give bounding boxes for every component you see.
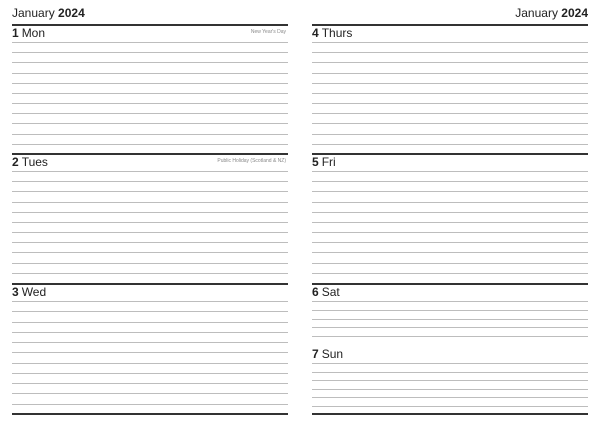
writing-line <box>12 144 288 145</box>
writing-line <box>12 332 288 333</box>
day-divider <box>312 153 588 155</box>
writing-line <box>12 373 288 374</box>
writing-line <box>312 62 588 63</box>
day-name: Thurs <box>321 26 353 40</box>
writing-line <box>12 212 288 213</box>
day-block-sun <box>312 345 588 414</box>
writing-line <box>312 263 588 264</box>
day-label <box>312 285 340 299</box>
writing-line <box>12 123 288 124</box>
holiday-note: New Year's Day <box>250 29 286 35</box>
day-label <box>12 155 48 169</box>
writing-line <box>12 113 288 114</box>
writing-line <box>312 212 588 213</box>
day-divider <box>312 283 588 285</box>
day-name: Sat <box>321 285 340 299</box>
day-block-mon <box>12 24 288 154</box>
page-bottom-rule <box>312 413 588 415</box>
writing-line <box>312 363 588 364</box>
day-name: Wed <box>21 285 47 299</box>
writing-line <box>12 404 288 405</box>
page-bottom-rule <box>12 413 288 415</box>
writing-line <box>312 123 588 124</box>
writing-line <box>12 322 288 323</box>
header-year: 2024 <box>561 6 588 20</box>
writing-line <box>312 191 588 192</box>
writing-line <box>12 62 288 63</box>
writing-line <box>312 397 588 398</box>
writing-line <box>312 327 588 328</box>
day-divider <box>12 153 288 155</box>
holiday-note: Public Holiday (Scotland & NZ) <box>217 158 286 164</box>
writing-line <box>12 232 288 233</box>
day-number: 1 <box>12 26 19 40</box>
writing-line <box>312 171 588 172</box>
day-name: Mon <box>21 26 46 40</box>
writing-line <box>12 222 288 223</box>
writing-line <box>12 263 288 264</box>
writing-line <box>312 319 588 320</box>
day-block-sat <box>312 283 588 345</box>
header-month: January <box>12 6 55 20</box>
day-name: Sun <box>321 347 344 361</box>
day-label <box>312 347 343 361</box>
writing-line <box>12 134 288 135</box>
writing-line <box>12 273 288 274</box>
writing-line <box>12 242 288 243</box>
day-number: 4 <box>312 26 319 40</box>
writing-line <box>312 52 588 53</box>
writing-line <box>12 252 288 253</box>
writing-line <box>312 372 588 373</box>
day-name: Tues <box>21 155 48 169</box>
writing-line <box>12 311 288 312</box>
writing-line <box>12 301 288 302</box>
day-block-wed <box>12 283 288 414</box>
writing-line <box>312 301 588 302</box>
writing-line <box>12 93 288 94</box>
writing-line <box>12 383 288 384</box>
writing-line <box>312 113 588 114</box>
writing-line <box>312 242 588 243</box>
day-block-fri <box>312 153 588 283</box>
writing-line <box>312 273 588 274</box>
writing-line <box>12 42 288 43</box>
day-number: 3 <box>12 285 19 299</box>
writing-line <box>12 393 288 394</box>
writing-line <box>12 52 288 53</box>
day-divider <box>12 24 288 26</box>
writing-line <box>12 363 288 364</box>
day-name: Fri <box>321 155 336 169</box>
writing-line <box>12 191 288 192</box>
writing-line <box>12 83 288 84</box>
day-block-tues <box>12 153 288 283</box>
writing-line <box>12 103 288 104</box>
day-label <box>312 26 352 40</box>
left-page-header <box>12 6 85 20</box>
day-divider <box>12 283 288 285</box>
writing-line <box>312 222 588 223</box>
day-block-thurs <box>312 24 588 154</box>
writing-line <box>12 73 288 74</box>
writing-line <box>312 73 588 74</box>
writing-line <box>12 342 288 343</box>
header-month: January <box>515 6 558 20</box>
day-number: 2 <box>12 155 19 169</box>
writing-line <box>312 252 588 253</box>
writing-line <box>312 181 588 182</box>
writing-line <box>312 93 588 94</box>
writing-line <box>312 144 588 145</box>
writing-line <box>312 103 588 104</box>
writing-line <box>12 352 288 353</box>
writing-line <box>12 202 288 203</box>
day-label <box>12 26 45 40</box>
right-page-header <box>515 6 588 20</box>
day-number: 6 <box>312 285 319 299</box>
writing-line <box>312 380 588 381</box>
writing-line <box>312 134 588 135</box>
writing-line <box>312 336 588 337</box>
writing-line <box>12 171 288 172</box>
day-label <box>312 155 336 169</box>
header-year: 2024 <box>58 6 85 20</box>
writing-line <box>312 42 588 43</box>
writing-line <box>312 202 588 203</box>
day-label <box>12 285 46 299</box>
writing-line <box>12 181 288 182</box>
writing-line <box>312 389 588 390</box>
writing-line <box>312 83 588 84</box>
writing-line <box>312 232 588 233</box>
writing-line <box>312 310 588 311</box>
day-number: 5 <box>312 155 319 169</box>
day-number: 7 <box>312 347 319 361</box>
day-divider <box>312 24 588 26</box>
writing-line <box>312 406 588 407</box>
